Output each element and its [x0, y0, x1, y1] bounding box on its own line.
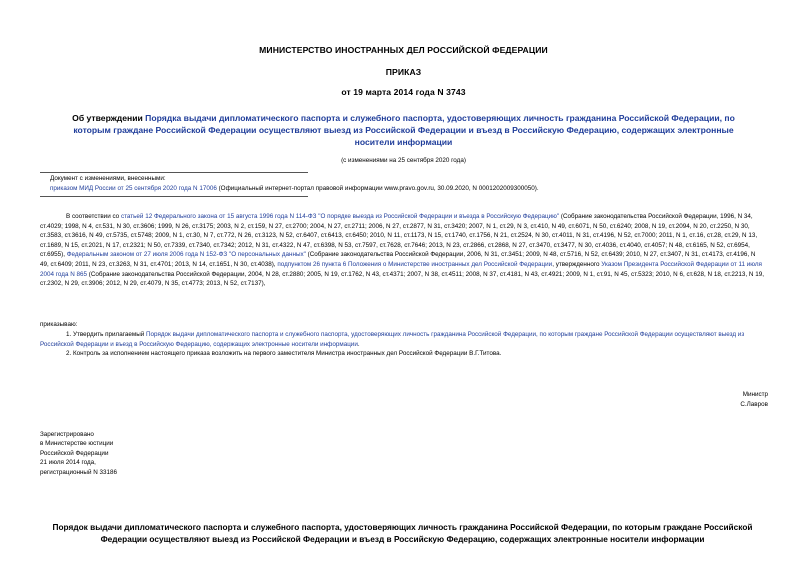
- registration-line: Российской Федерации: [40, 449, 109, 457]
- changes-rest: (Официальный интернет-портал правовой информации www.pravo.gov.ru, 30.09.2020, N 0001202009300050).: [216, 185, 539, 192]
- title-prefix: Об утверждении: [72, 113, 146, 123]
- regulation-link[interactable]: подпунктом 26 пункта 6 Положения о Министерстве иностранных дел Российской Федерации: [277, 260, 553, 268]
- document-title: [60, 112, 747, 148]
- item-1: [40, 330, 765, 349]
- ministry-heading: МИНИСТЕРСТВО ИНОСТРАННЫХ ДЕЛ РОССИЙСКОЙ ФЕДЕРАЦИИ: [259, 45, 548, 55]
- registration-block: [40, 430, 240, 477]
- preamble-text-3: (Собрание законодательства Российской Федерации, 2006, N 31, ст.3451; 2009, N 48, ст.5716, N 52, ст.6439; 2010, N 27, ст.3407, N 31, ст.4173, ст.4196, N 49, ст.6409; 2011, N 23, ст.3263, N 31, ст.4701; 2013, N 14, ст.1651, N 30, ст.4038),: [40, 251, 756, 268]
- preamble-paragraph: [40, 212, 765, 289]
- item-2: 2. Контроль за исполнением настоящего приказа возложить на первого заместителя Министра иностранных дел Российской Федерации В.Г.Титова.: [66, 350, 502, 357]
- registration-line: в Министерстве юстиции: [40, 440, 114, 448]
- title-link[interactable]: Порядка выдачи дипломатического паспорта и служебного паспорта, удостоверяющих личность гражданина Российской Федерации, по которым граждане Российской Федерации осуществляют выезд из Российской Федерации и въезд в Российскую Федерацию, содержащих электронные носители информации: [73, 113, 735, 147]
- divider-bottom: [40, 196, 308, 197]
- procedure-title: Порядок выдачи дипломатического паспорта и служебного паспорта, удостоверяющих личность гражданина Российской Федерации, по которым граждане Российской Федерации осуществляют выезд из Российской Федерации и въезд в Российскую Федерацию, содержащих электронные носители информации: [52, 522, 753, 544]
- law-152-link[interactable]: Федеральным законом от 27 июля 2006 года N 152-ФЗ "О персональных данных": [66, 251, 306, 259]
- item-1-suffix: .: [357, 340, 360, 348]
- registration-line: 21 июля 2014 года,: [40, 459, 96, 467]
- signature-name: С.Лавров: [740, 401, 768, 408]
- doc-date-number: от 19 марта 2014 года N 3743: [341, 87, 466, 97]
- registration-line: регистрационный N 33186: [40, 468, 118, 476]
- decree-865-link[interactable]: Указом Президента Российской Федерации от 11 июля 2004 года N 865: [40, 260, 762, 278]
- law-114-link[interactable]: статьей 12 Федерального закона от 15 августа 1996 года N 114-ФЗ "О порядке выезда из Российской Федерации и въезда в Российскую Федерацию": [120, 213, 560, 220]
- preamble-text-4: , утвержденного: [552, 260, 602, 268]
- preamble-text-2: (Собрание законодательства Российской Федерации, 1996, N 34, ст.4029; 1998, N 4, ст.531, N 30, ст.3606; 1999, N 26, ст.3175; 2003, N 2, ст.159, N 27, ст.2700; 2004, N 27, ст.2711; 2006, N 27, ст.2877, N 31, ст.3420; 2007, N 1, ст.29, N 3, ст.410, N 49, ст.6071, N 50, ст.6240; 2008, N 19, ст.2094, N 20, ст.2250, N 30, ст.3583, ст.3616, N 49, ст.5735, ст.5748; 2009, N 1, ст.30, N 7, ст.772, N 26, ст.3123, N 52, ст.6407, ст.6413, ст.6450; 2010, N 11, ст.1173, N 15, ст.1740, ст.1756, N 21, ст.2524, N 30, ст.4011, N 31, ст.4196, N 52, ст.7000; 2011, N 1, ст.16, ст.28, ст.29, N 13, ст.1689, N 15, ст.2021, N 17, ст.2321; N 50, ст.7339, ст.7340, ст.7342; 2012, N 31, ст.4322, N 47, ст.6398, N 53, ст.7597, ст.7628, ст.7646; 2013, N 23, ст.2866, ст.2868, N 27, ст.3470, ст.3477, N 30, ст.4036, ст.4040, ст.4057; N 48, ст.6165, N 52, ст.6954, ст.6955),: [40, 213, 758, 259]
- item-1-prefix: 1. Утвердить прилагаемый: [66, 331, 147, 338]
- amendment-note: (с изменениями на 25 сентября 2020 года): [341, 157, 466, 164]
- divider-top: [40, 172, 308, 173]
- preamble-text-5: (Собрание законодательства Российской Федерации, 2004, N 28, ст.2880; 2005, N 19, ст.1762, N 43, ст.4371; 2007, N 38, ст.4511; 2008, N 37, ст.4181, N 43, ст.4921; 2009, N 1, ст.91, N 45, ст.5323; 2010, N 6, ст.628, N 18, ст.2213, N 19, ст.2302, N 29, ст.3906; 2012, N 29, ст.4079, N 35, ст.4773; 2013, N 52, ст.7137),: [40, 270, 764, 288]
- registration-line: Зарегистрировано: [40, 431, 94, 438]
- changes-line: [50, 184, 750, 194]
- procedure-link[interactable]: Порядок выдачи дипломатического паспорта и служебного паспорта, удостоверяющих личность гражданина Российской Федерации, по которым граждане Российской Федерации осуществляют выезд из Российской Федерации и въезд в Российскую Федерацию, содержащих электронные носители информации: [40, 331, 745, 348]
- preamble-text-1: В соответствии со: [66, 213, 121, 220]
- changes-label: Документ с изменениями, внесенными:: [50, 175, 166, 182]
- signature-position: Министр: [742, 391, 768, 398]
- doc-type-heading: ПРИКАЗ: [385, 67, 422, 77]
- changes-link[interactable]: приказом МИД России от 25 сентября 2020 года N 17006: [50, 185, 217, 192]
- order-word: приказываю:: [40, 321, 78, 328]
